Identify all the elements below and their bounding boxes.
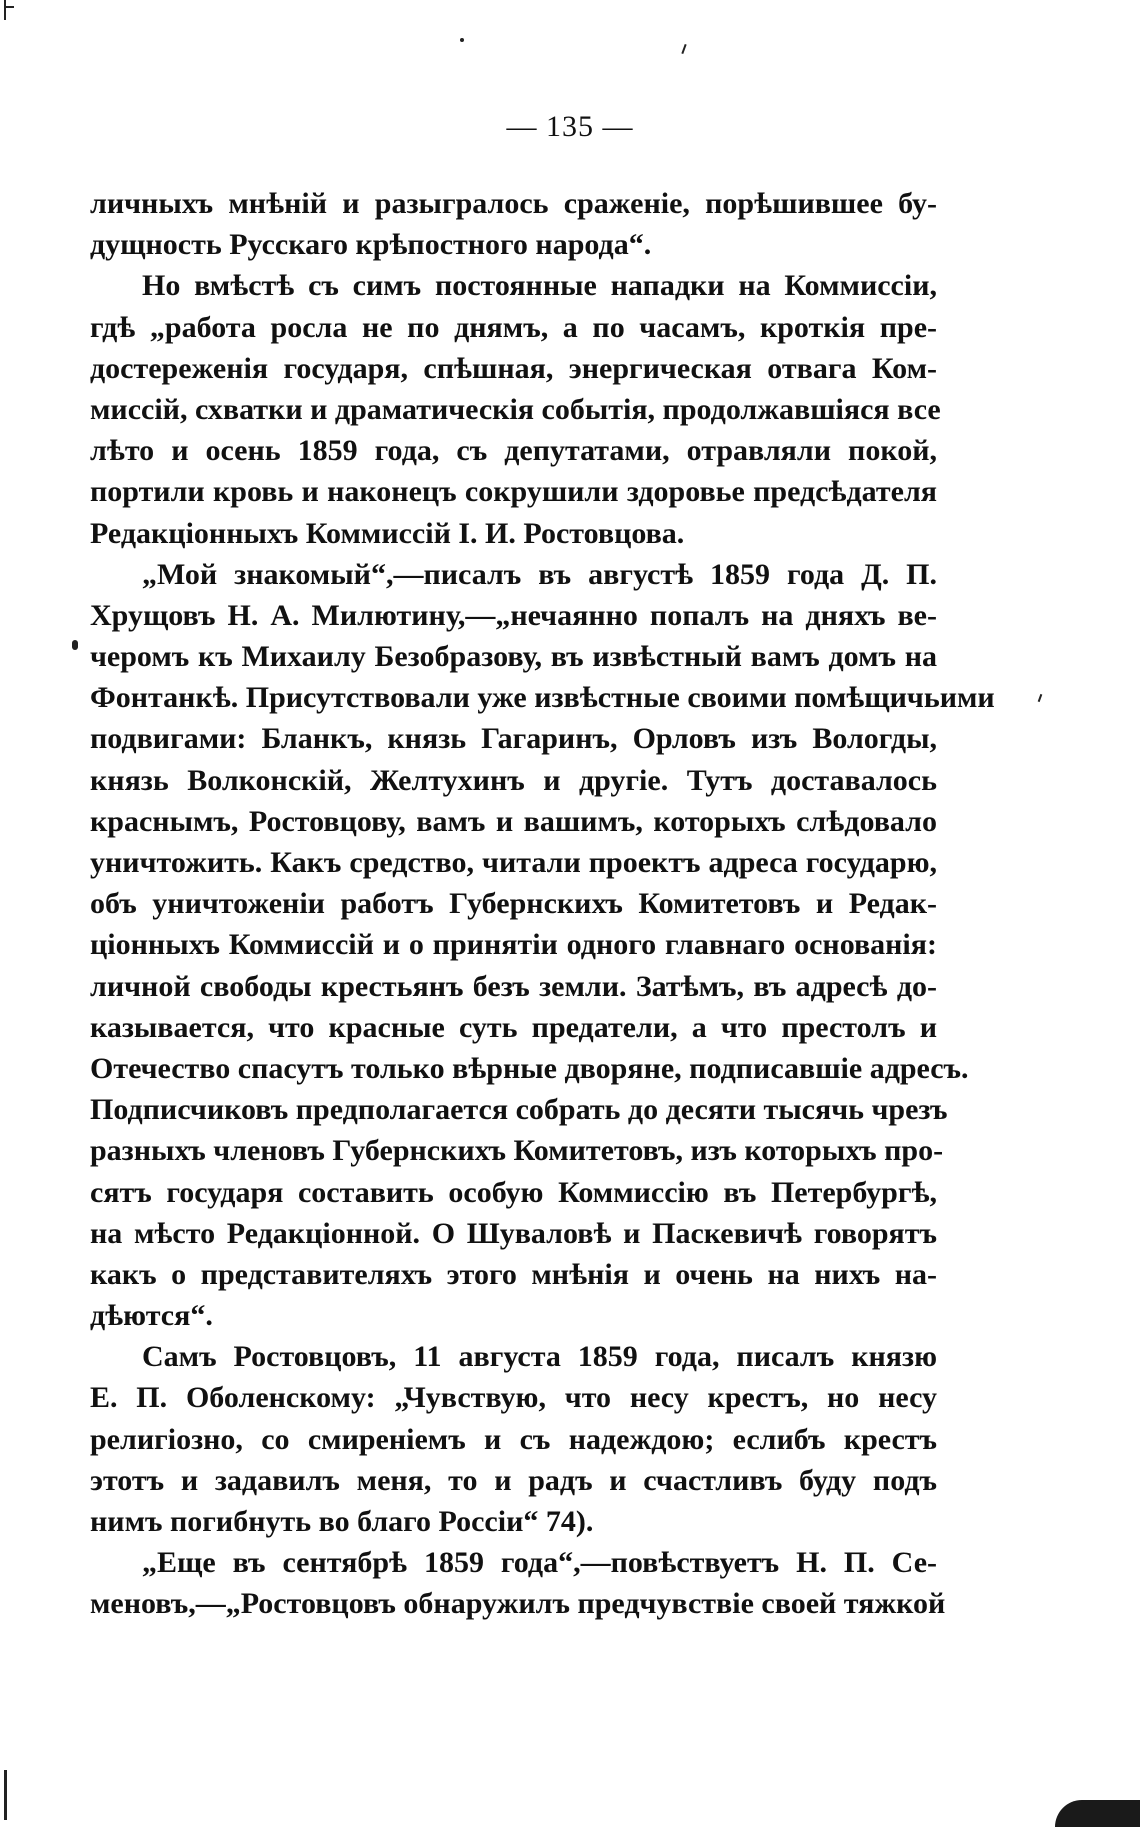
text-line: религіозно, со смиреніемъ и съ надеждою; еслибъ крестъ — [90, 1422, 937, 1456]
text-line: миссій, схватки и драматическія событія, продолжавшіяся все — [90, 392, 941, 426]
text-line: Хрущовъ Н. А. Милютину,—„нечаянно попалъ на дняхъ ве- — [90, 598, 937, 632]
text-line: подвигами: Бланкъ, князь Гагаринъ, Орловъ изъ Вологды, — [90, 722, 937, 756]
text-line: „Еще въ сентябрѣ 1859 года“,—повѣствуетъ Н. П. Се- — [142, 1546, 937, 1580]
text-line: сятъ государя составить особую Коммиссію въ Петербургѣ, — [90, 1175, 937, 1209]
scan-speck — [72, 640, 78, 650]
text-line: дущность Русскаго крѣпостного народа“. — [90, 228, 652, 262]
text-line: ціонныхъ Коммиссій и о принятіи одного главнаго основанія: — [90, 928, 937, 962]
paragraph — [90, 554, 995, 1337]
text-line: дѣются“. — [90, 1299, 213, 1333]
text-line: Редакціонныхъ Коммиссій І. И. Ростовцова. — [90, 516, 685, 550]
text-line: личныхъ мнѣній и разыгралось сраженіе, порѣшившее бу- — [90, 187, 937, 220]
page-number: — 135 — — [506, 110, 634, 143]
text-line: гдѣ „работа росла не по днямъ, а по часамъ, кроткія пре- — [90, 310, 937, 344]
text-line: „Мой знакомый“,—писалъ въ августѣ 1859 года Д. П. — [142, 557, 937, 591]
text-line: на мѣсто Редакціонной. О Шуваловѣ и Паскевичѣ говорятъ — [90, 1216, 937, 1250]
text-line: Фонтанкѣ. Присутствовали уже извѣстные своими помѣщичьими — [90, 681, 995, 715]
scan-mark — [4, 1770, 7, 1820]
text-line: Но вмѣстѣ съ симъ постоянные нападки на Коммиссіи, — [142, 269, 937, 303]
text-line: Е. П. Оболенскому: „Чувствую, что несу крестъ, но несу — [90, 1381, 937, 1415]
text-line: уничтожить. Какъ средство, читали проектъ адреса государю, — [90, 846, 937, 879]
scan-speck — [1038, 694, 1043, 702]
text-line: разныхъ членовъ Губернскихъ Комитетовъ, изъ которыхъ про- — [90, 1134, 944, 1168]
paragraph — [90, 1336, 937, 1542]
scan-mark — [1055, 1800, 1140, 1827]
text-line: Подписчиковъ предполагается собрать до десяти тысячь чрезъ — [90, 1093, 948, 1127]
text-line: портили кровь и наконецъ сокрушили здоровье предсѣдателя — [90, 475, 937, 509]
scan-mark — [4, 6, 14, 8]
scan-speck — [681, 44, 686, 54]
text-line: Отечество спасутъ только вѣрные дворяне, подписавшіе адресъ. — [90, 1051, 969, 1085]
text-line: этотъ и задавилъ меня, то и радъ и счастливъ буду подъ — [90, 1463, 937, 1497]
text-line: Самъ Ростовцовъ, 11 августа 1859 года, писалъ князю — [142, 1340, 937, 1374]
text-line: нимъ погибнуть во благо Россіи“ 74). — [90, 1505, 594, 1538]
text-line: меновъ,—„Ростовцовъ обнаружилъ предчувствіе своей тяжкой — [90, 1587, 946, 1621]
text-line: личной свободы крестьянъ безъ земли. Затѣмъ, въ адресѣ до- — [90, 969, 937, 1003]
text-line: краснымъ, Ростовцову, вамъ и вашимъ, которыхъ слѣдовало — [90, 804, 937, 838]
text-line: князь Волконскій, Желтухинъ и другіе. Тутъ доставалось — [90, 763, 937, 797]
text-line: лѣто и осень 1859 года, съ депутатами, отравляли покой, — [90, 434, 937, 468]
paragraph — [90, 265, 941, 553]
scan-mark — [4, 0, 6, 20]
text-line: какъ о представителяхъ этого мнѣнія и очень на нихъ на- — [90, 1257, 937, 1291]
text-line: казывается, что красные суть предатели, а что престолъ и — [90, 1010, 937, 1044]
scan-speck — [460, 38, 464, 42]
paragraph — [90, 1542, 946, 1624]
body-text — [90, 183, 995, 1625]
paragraph — [90, 183, 937, 265]
text-line: черомъ къ Михаилу Безобразову, въ извѣстный вамъ домъ на — [90, 640, 937, 674]
text-line: достереженія государя, спѣшная, энергическая отвага Ком- — [90, 351, 937, 385]
text-line: объ уничтоженіи работъ Губернскихъ Комитетовъ и Редак- — [90, 887, 937, 921]
